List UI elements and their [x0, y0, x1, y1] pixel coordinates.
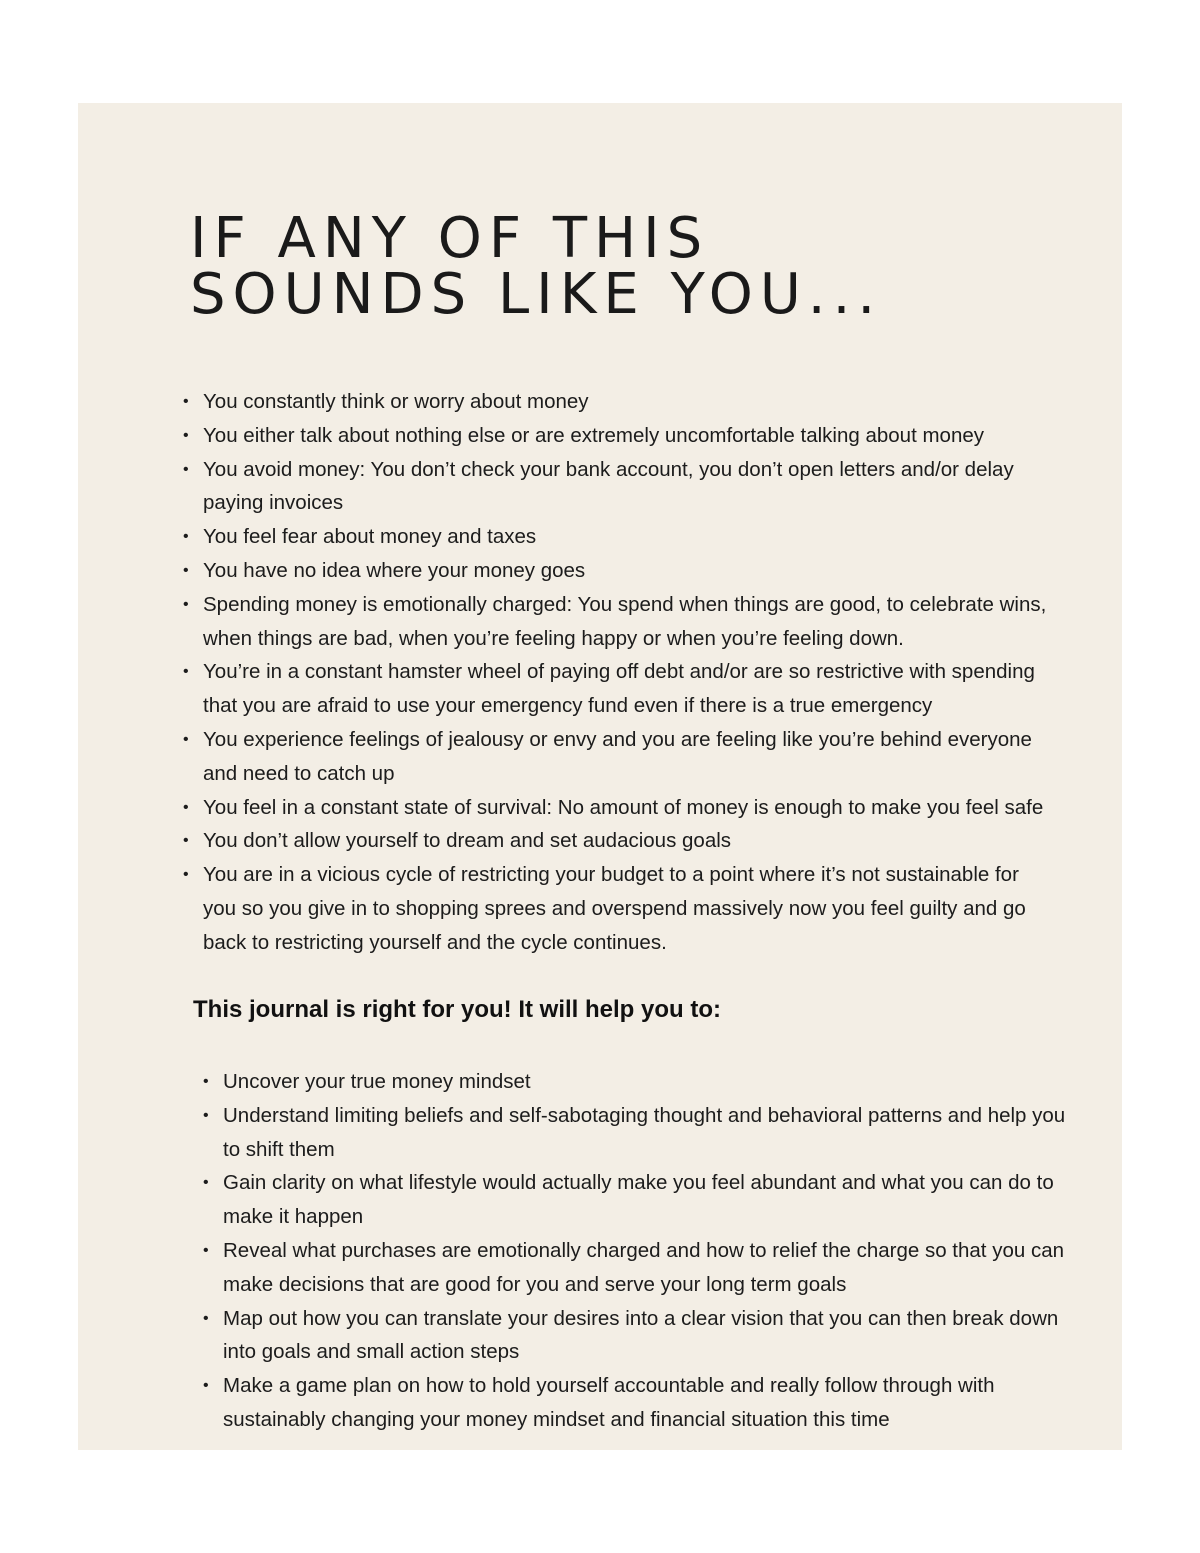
list-item	[183, 419, 1053, 453]
list-item	[203, 1369, 1073, 1437]
list-item	[183, 385, 1053, 419]
list-item	[183, 824, 1053, 858]
list-item-text: You are in a vicious cycle of restricting your budget to a point where it’s not sustainable for you so you give in to shopping sprees and overspend massively now you feel guilty and go back to restricting yourself and the cycle continues.	[203, 863, 1026, 954]
list-item	[183, 588, 1053, 656]
bullet-icon: •	[203, 1377, 209, 1395]
list-item-text: Uncover your true money mindset	[223, 1070, 531, 1093]
content-panel	[78, 103, 1122, 1450]
list-item	[203, 1166, 1073, 1234]
section-heading: This journal is right for you! It will help you to:	[193, 996, 721, 1023]
list-item-text: You experience feelings of jealousy or envy and you are feeling like you’re behind everyone and need to catch up	[203, 727, 1032, 785]
symptom-list	[183, 385, 1053, 960]
title-line-1: IF ANY OF THIS	[190, 206, 710, 271]
list-item	[203, 1302, 1073, 1370]
list-item-text: Reveal what purchases are emotionally charged and how to relief the charge so that you can make decisions that are good for you and serve your long term goals	[223, 1238, 1065, 1296]
list-item-text: You constantly think or worry about money	[203, 390, 589, 413]
list-item-text: You either talk about nothing else or are extremely uncomfortable talking about money	[203, 423, 984, 447]
list-item-text: Understand limiting beliefs and self-sabotaging thought and behavioral patterns and help you to shift them	[223, 1103, 1066, 1161]
list-item	[183, 791, 1053, 825]
bullet-icon: •	[183, 663, 189, 681]
list-item	[203, 1234, 1073, 1302]
list-item-text: Map out how you can translate your desires into a clear vision that you can then break down into goals and small action steps	[223, 1306, 1059, 1364]
list-item	[183, 520, 1053, 554]
list-item-text: You feel in a constant state of survival: No amount of money is enough to make you feel safe	[203, 795, 1044, 819]
bullet-icon: •	[183, 866, 189, 884]
bullet-icon: •	[183, 595, 189, 613]
bullet-icon: •	[203, 1174, 209, 1192]
bullet-icon: •	[183, 393, 189, 410]
list-item	[183, 858, 1053, 959]
list-item	[183, 453, 1053, 521]
list-item-text: You have no idea where your money goes	[203, 558, 586, 582]
bullet-icon: •	[203, 1106, 209, 1124]
bullet-icon: •	[203, 1309, 209, 1327]
bullet-icon: •	[203, 1241, 209, 1259]
bullet-icon: •	[183, 561, 189, 579]
benefit-list	[203, 1065, 1073, 1437]
list-item-text: You don’t allow yourself to dream and set audacious goals	[203, 829, 732, 853]
list-item	[203, 1099, 1073, 1167]
title-line-2: SOUNDS LIKE YOU...	[190, 262, 883, 327]
page-title	[190, 206, 883, 327]
list-item-text: You avoid money: You don’t check your bank account, you don’t open letters and/or delay paying invoices	[203, 457, 1014, 515]
bullet-icon: •	[203, 1073, 209, 1090]
list-item-text: Make a game plan on how to hold yourself accountable and really follow through with sustainably changing your money mindset and financial situation this time	[223, 1374, 995, 1431]
list-item	[183, 655, 1053, 723]
bullet-icon: •	[183, 460, 189, 478]
list-item	[183, 723, 1053, 791]
list-item-text: Gain clarity on what lifestyle would actually make you feel abundant and what you can do to make it happen	[223, 1171, 1054, 1229]
bullet-icon: •	[183, 426, 189, 444]
bullet-icon: •	[183, 730, 189, 748]
bullet-icon: •	[183, 528, 189, 546]
list-item-text: Spending money is emotionally charged: You spend when things are good, to celebrate wins, when things are bad, when you’re feeling happy or when you’re feeling down.	[203, 592, 1047, 650]
list-item-text: You feel fear about money and taxes	[203, 525, 537, 549]
list-item-text: You’re in a constant hamster wheel of paying off debt and/or are so restrictive with spending that you are afraid to use your emergency fund even if there is a true emergency	[203, 660, 1035, 718]
list-item	[203, 1065, 1073, 1099]
bullet-icon: •	[183, 798, 189, 816]
list-item	[183, 554, 1053, 588]
bullet-icon: •	[183, 832, 189, 850]
